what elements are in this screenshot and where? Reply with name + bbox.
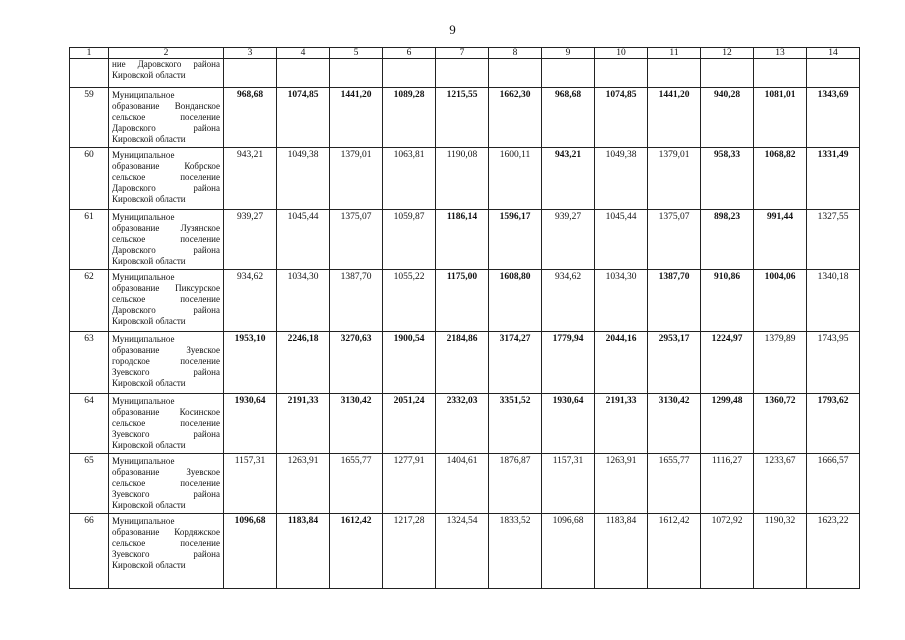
value-cell: 2044,16 xyxy=(595,332,648,394)
value-cell: 1379,01 xyxy=(648,148,701,210)
value-cell: 1623,22 xyxy=(807,514,860,589)
value-cell: 1662,30 xyxy=(489,88,542,148)
header-cell: 10 xyxy=(595,48,648,59)
municipality-name: Муниципальное образование Кобрское сельское поселение Даровского района Кировской области xyxy=(109,148,224,210)
value-cell: 1600,11 xyxy=(489,148,542,210)
row-number: 62 xyxy=(70,270,109,332)
value-cell: 1324,54 xyxy=(436,514,489,589)
table-row xyxy=(70,454,860,514)
header-cell: 6 xyxy=(383,48,436,59)
value-cell: 1186,14 xyxy=(436,210,489,270)
value-cell: 910,86 xyxy=(701,270,754,332)
value-cell: 1612,42 xyxy=(330,514,383,589)
value-cell: 1299,48 xyxy=(701,394,754,454)
value-cell: 1655,77 xyxy=(330,454,383,514)
tariff-table xyxy=(69,47,860,589)
row-number: 60 xyxy=(70,148,109,210)
value-cell: 1045,44 xyxy=(595,210,648,270)
row-number: 63 xyxy=(70,332,109,394)
page-number: 9 xyxy=(449,22,456,37)
value-cell: 1379,01 xyxy=(330,148,383,210)
municipality-name: Муниципальное образование Зуевское сельское поселение Зуевского района Кировской области xyxy=(109,454,224,514)
municipality-name: Муниципальное образование Пиксурское сельское поселение Даровского района Кировской области xyxy=(109,270,224,332)
header-cell: 1 xyxy=(70,48,109,59)
header-cell: 13 xyxy=(754,48,807,59)
value-cell: 1666,57 xyxy=(807,454,860,514)
value-cell: 1779,94 xyxy=(542,332,595,394)
value-cell: 2332,03 xyxy=(436,394,489,454)
value-cell: 1375,07 xyxy=(648,210,701,270)
table-row xyxy=(70,88,860,148)
value-cell: 1379,89 xyxy=(754,332,807,394)
header-cell: 11 xyxy=(648,48,701,59)
value-cell: 1340,18 xyxy=(807,270,860,332)
value-cell: 1096,68 xyxy=(224,514,277,589)
value-cell: 1045,44 xyxy=(277,210,330,270)
value-cell: 1441,20 xyxy=(648,88,701,148)
row-number: 59 xyxy=(70,88,109,148)
value-cell: 1233,67 xyxy=(754,454,807,514)
value-cell: 934,62 xyxy=(224,270,277,332)
value-cell: 1072,92 xyxy=(701,514,754,589)
value-cell: 1190,32 xyxy=(754,514,807,589)
continuation-num-cell xyxy=(70,59,109,88)
table-body xyxy=(70,48,860,589)
value-cell: 1596,17 xyxy=(489,210,542,270)
value-cell: 939,27 xyxy=(542,210,595,270)
value-cell: 2191,33 xyxy=(595,394,648,454)
value-cell: 1215,55 xyxy=(436,88,489,148)
value-cell: 1074,85 xyxy=(595,88,648,148)
value-cell: 3130,42 xyxy=(648,394,701,454)
table-row xyxy=(70,394,860,454)
value-cell: 1068,82 xyxy=(754,148,807,210)
value-cell: 1059,87 xyxy=(383,210,436,270)
value-cell: 1004,06 xyxy=(754,270,807,332)
value-cell: 1055,22 xyxy=(383,270,436,332)
value-cell: 1063,81 xyxy=(383,148,436,210)
value-cell: 1277,91 xyxy=(383,454,436,514)
value-cell: 1343,69 xyxy=(807,88,860,148)
table-row xyxy=(70,270,860,332)
value-cell: 1387,70 xyxy=(330,270,383,332)
header-cell: 14 xyxy=(807,48,860,59)
value-cell: 1900,54 xyxy=(383,332,436,394)
value-cell: 2246,18 xyxy=(277,332,330,394)
header-cell: 7 xyxy=(436,48,489,59)
value-cell: 1263,91 xyxy=(595,454,648,514)
header-row xyxy=(70,48,860,59)
table-row xyxy=(70,332,860,394)
value-cell: 1116,27 xyxy=(701,454,754,514)
value-cell: 1074,85 xyxy=(277,88,330,148)
value-cell: 1327,55 xyxy=(807,210,860,270)
municipality-name: Муниципальное образование Лузянское сельское поселение Даровского района Кировской области xyxy=(109,210,224,270)
value-cell: 943,21 xyxy=(224,148,277,210)
value-cell: 939,27 xyxy=(224,210,277,270)
value-cell: 1360,72 xyxy=(754,394,807,454)
table-row xyxy=(70,514,860,589)
value-cell: 1224,97 xyxy=(701,332,754,394)
value-cell: 1375,07 xyxy=(330,210,383,270)
value-cell: 1331,49 xyxy=(807,148,860,210)
value-cell: 1190,08 xyxy=(436,148,489,210)
header-cell: 5 xyxy=(330,48,383,59)
header-cell: 8 xyxy=(489,48,542,59)
value-cell: 1049,38 xyxy=(277,148,330,210)
value-cell: 934,62 xyxy=(542,270,595,332)
value-cell: 1034,30 xyxy=(595,270,648,332)
value-cell: 3174,27 xyxy=(489,332,542,394)
header-cell: 12 xyxy=(701,48,754,59)
value-cell: 1175,00 xyxy=(436,270,489,332)
value-cell: 1081,01 xyxy=(754,88,807,148)
value-cell: 1441,20 xyxy=(330,88,383,148)
value-cell: 1608,80 xyxy=(489,270,542,332)
value-cell: 2184,86 xyxy=(436,332,489,394)
header-cell: 3 xyxy=(224,48,277,59)
value-cell: 1743,95 xyxy=(807,332,860,394)
value-cell: 2051,24 xyxy=(383,394,436,454)
header-cell: 9 xyxy=(542,48,595,59)
header-cell: 2 xyxy=(109,48,224,59)
value-cell: 1049,38 xyxy=(595,148,648,210)
row-number: 66 xyxy=(70,514,109,589)
value-cell: 1387,70 xyxy=(648,270,701,332)
value-cell: 1953,10 xyxy=(224,332,277,394)
value-cell: 1612,42 xyxy=(648,514,701,589)
value-cell: 1157,31 xyxy=(542,454,595,514)
value-cell: 968,68 xyxy=(542,88,595,148)
value-cell: 1833,52 xyxy=(489,514,542,589)
value-cell: 1089,28 xyxy=(383,88,436,148)
table-row xyxy=(70,148,860,210)
value-cell: 1793,62 xyxy=(807,394,860,454)
row-number: 64 xyxy=(70,394,109,454)
value-cell: 991,44 xyxy=(754,210,807,270)
value-cell: 3270,63 xyxy=(330,332,383,394)
value-cell: 3130,42 xyxy=(330,394,383,454)
municipality-name: Муниципальное образование Вонданское сельское поселение Даровского района Кировской области xyxy=(109,88,224,148)
value-cell: 1157,31 xyxy=(224,454,277,514)
municipality-name: Муниципальное образование Зуевское городское поселение Зуевского района Кировской области xyxy=(109,332,224,394)
value-cell: 1404,61 xyxy=(436,454,489,514)
continuation-row xyxy=(70,59,860,88)
row-number: 65 xyxy=(70,454,109,514)
value-cell: 898,23 xyxy=(701,210,754,270)
value-cell: 1096,68 xyxy=(542,514,595,589)
value-cell: 940,28 xyxy=(701,88,754,148)
value-cell: 1876,87 xyxy=(489,454,542,514)
row-number: 61 xyxy=(70,210,109,270)
value-cell: 968,68 xyxy=(224,88,277,148)
value-cell: 943,21 xyxy=(542,148,595,210)
table-row xyxy=(70,210,860,270)
value-cell: 1183,84 xyxy=(277,514,330,589)
value-cell: 1930,64 xyxy=(542,394,595,454)
value-cell: 1655,77 xyxy=(648,454,701,514)
value-cell: 958,33 xyxy=(701,148,754,210)
value-cell: 1263,91 xyxy=(277,454,330,514)
value-cell: 1034,30 xyxy=(277,270,330,332)
value-cell: 1217,28 xyxy=(383,514,436,589)
continuation-name: ние Даровского района Кировской области xyxy=(109,59,224,88)
value-cell: 1930,64 xyxy=(224,394,277,454)
value-cell: 2191,33 xyxy=(277,394,330,454)
value-cell: 1183,84 xyxy=(595,514,648,589)
header-cell: 4 xyxy=(277,48,330,59)
value-cell: 2953,17 xyxy=(648,332,701,394)
municipality-name: Муниципальное образование Кордяжское сельское поселение Зуевского района Кировской области xyxy=(109,514,224,589)
municipality-name: Муниципальное образование Косинское сельское поселение Зуевского района Кировской области xyxy=(109,394,224,454)
value-cell: 3351,52 xyxy=(489,394,542,454)
